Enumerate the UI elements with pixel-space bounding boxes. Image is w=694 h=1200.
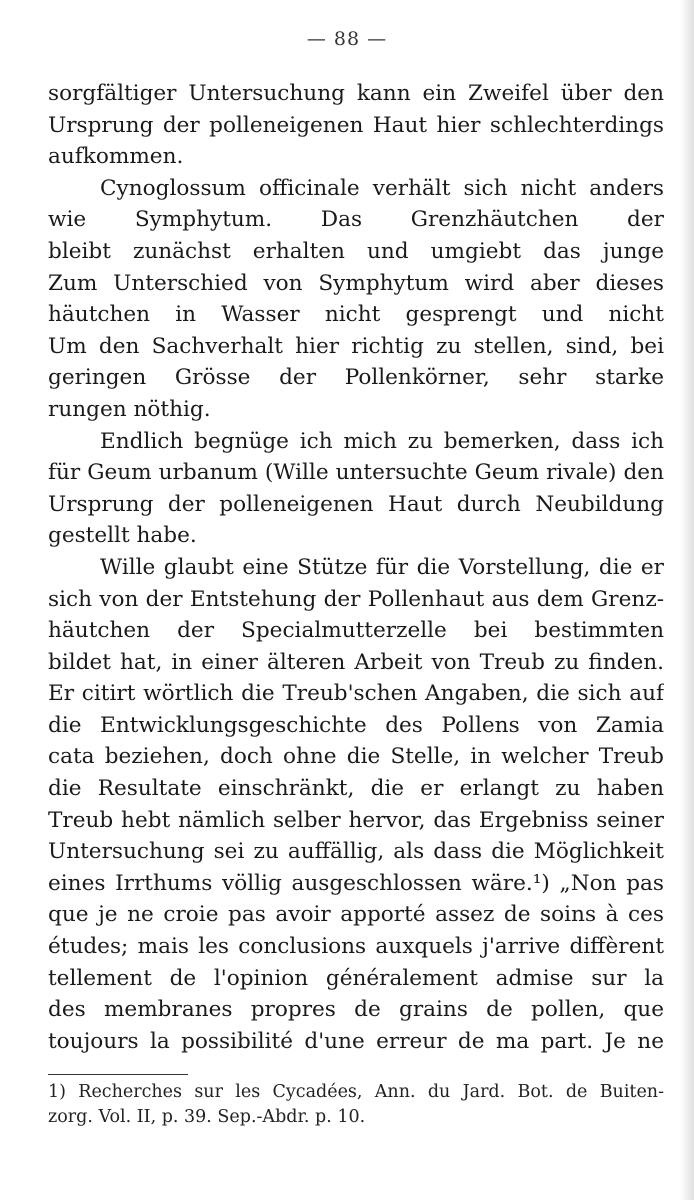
footnote — [48, 1080, 664, 1130]
text-line: Zum Unterschied von Symphytum wird aber dieses — [48, 270, 664, 296]
text-line: tellement de l'opinion généralement admise sur la — [48, 965, 664, 991]
text-line: bleibt zunächst erhalten und umgiebt das junge — [48, 238, 664, 264]
text-line: Treub hebt nämlich selber hervor, das Ergebniss seiner — [48, 807, 664, 833]
footnote-divider — [48, 1074, 188, 1075]
text-line: que je ne croie pas avoir apporté assez de soins à ces — [48, 902, 664, 928]
footnote-line: zorg. Vol. II, p. 39. Sep.-Abdr. p. 10. — [48, 1107, 366, 1127]
text-line: Er citirt wörtlich die Treub'schen Angaben, die sich auf — [48, 681, 664, 707]
body-text — [48, 78, 664, 1057]
text-line: bildet hat, in einer älteren Arbeit von Treub zu finden. — [48, 649, 664, 675]
paragraph-first-line: Wille glaubt eine Stütze für die Vorstellung, die er — [100, 554, 664, 580]
text-line: häutchen in Wasser nicht gesprengt und nicht — [48, 302, 664, 328]
text-line: des membranes propres de grains de pollen, que — [48, 997, 664, 1023]
text-line: Ursprung der polleneigenen Haut hier schlechterdings — [48, 112, 664, 138]
text-line: sorgfältiger Untersuchung kann ein Zweifel über den — [48, 81, 664, 106]
text-line: aufkommen. — [48, 144, 184, 170]
text-line: häutchen der Specialmutterzelle bei bestimmten — [48, 618, 664, 644]
text-line: cata beziehen, doch ohne die Stelle, in welcher Treub — [48, 744, 664, 770]
text-line: Um den Sachverhalt hier richtig zu stellen, sind, bei — [48, 333, 664, 359]
text-line: die Resultate einschränkt, die er erlangt zu haben — [48, 776, 664, 802]
text-line: Untersuchung sei zu auffällig, als dass die Möglichkeit — [48, 839, 664, 865]
paragraph-first-line: Cynoglossum officinale verhält sich nicht anders — [100, 175, 664, 201]
text-line: geringen Grösse der Pollenkörner, sehr starke — [48, 365, 664, 391]
text-line: Ursprung der polleneigenen Haut durch Neubildung — [48, 491, 664, 517]
text-line: für Geum urbanum (Wille untersuchte Geum rivale) den — [48, 460, 664, 486]
text-line: gestellt habe. — [48, 523, 197, 549]
page-edge-shadow — [680, 0, 694, 1200]
text-line: die Entwicklungsgeschichte des Pollens von Zamia — [48, 712, 664, 738]
text-line: études; mais les conclusions auxquels j'arrive diffèrent — [48, 934, 664, 960]
text-line: rungen nöthig. — [48, 396, 211, 422]
text-line: sich von der Entstehung der Pollenhaut aus dem Grenz- — [48, 586, 664, 612]
paragraph-first-line: Endlich begnüge ich mich zu bemerken, dass ich — [100, 428, 664, 454]
text-line: eines Irrthums völlig ausgeschlossen wäre.¹) „Non pas — [48, 870, 664, 896]
page-number: — 88 — — [306, 28, 388, 50]
footnote-line: 1) Recherches sur les Cycadées, Ann. du Jard. Bot. de Buiten- — [48, 1082, 664, 1102]
text-line: wie Symphytum. Das Grenzhäutchen der — [48, 207, 664, 233]
text-line: toujours la possibilité d'une erreur de ma part. Je ne — [48, 1028, 664, 1054]
